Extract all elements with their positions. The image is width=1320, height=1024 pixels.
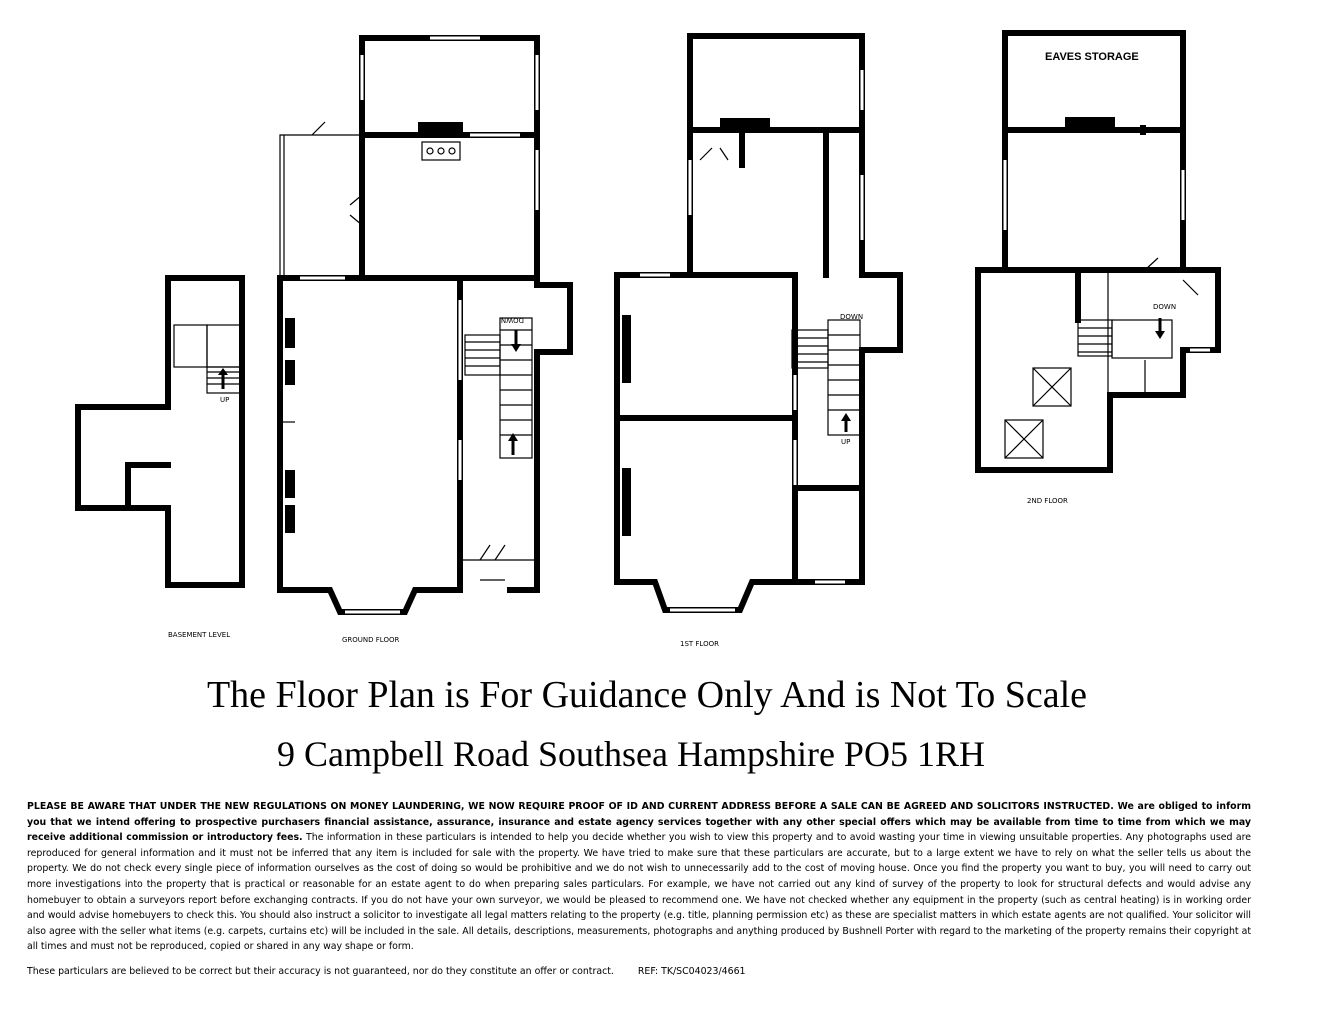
first-floor-label: 1ST FLOOR — [680, 640, 719, 648]
disclaimer-text — [27, 799, 1251, 955]
first-floor-plan — [617, 36, 900, 610]
ground-floor-label: GROUND FLOOR — [342, 636, 400, 644]
disclaimer-bold-text: PLEASE BE AWARE THAT UNDER THE NEW REGULATIONS ON MONEY LAUNDERING, WE NOW REQUIRE PROOF OF ID AND CURRENT ADDRESS BEFORE A SALE CAN BE AGREED AND SOLICITORS INSTRUCTED. We are obliged to inform you that we intend offering to prospective purchasers financial assistance, assurance, insurance and estate agency services together with any other special offers which may be available from time to time from which we may receive additional commission or introductory fees. — [27, 801, 1251, 844]
basement-plan — [78, 278, 242, 585]
disclaimer-body-text: The information in these particulars is intended to help you decide whether you wish to view this property and to avoid wasting your time in viewing unsuitable properties. Any photographs used are reproduced for general information and it must not be inferred that any item is included for sale with the property. We have tried to make sure that these particulars are accurate, but to a large extent we have to rely on what the seller tells us about the property. We do not check every single piece of information ourselves as the cost of doing so would be prohibitive and we do not wish to unnecessarily add to the cost of moving house. Once you find the property you want to buy, you will need to carry out more investigations into the property that is practical or reasonable for an estate agent to do when preparing sales particulars. For example, we have not carried out any kind of survey of the property to look for structural defects and would advise any homebuyer to obtain a surveyors report before exchanging contracts. If you do not have your own surveyor, we would be pleased to recommend one. We have not checked whether any equipment in the property (such as central heating) is in working order and would advise homebuyers to check this. You should also instruct a solicitor to investigate all legal matters relating to the property (e.g. title, planning permission etc) as these are specialist matters in which estate agents are not qualified. Your solicitor will also agree with the seller what items (e.g. carpets, curtains etc) will be included in the sale. All details, descriptions, measurements, photographs and anything produced by Bushnell Porter with regard to the marketing of the property remains their copyright at all times and must not be reproduced, copied or shared in any way shape or form. — [27, 832, 1251, 953]
reference-number: REF: TK/SC04023/4661 — [637, 966, 746, 977]
first-floor-down-label: DOWN — [840, 313, 864, 321]
footer-note: These particulars are believed to be correct but their accuracy is not guaranteed, nor do they constitute an offer or contract. — [27, 966, 614, 977]
basement-level-label: BASEMENT LEVEL — [168, 631, 231, 639]
second-floor-down-label: DOWN — [1153, 303, 1177, 311]
second-floor-label: 2ND FLOOR — [1027, 497, 1068, 505]
eaves-storage-label: EAVES STORAGE — [1045, 51, 1139, 63]
second-floor-plan — [978, 33, 1218, 470]
footer — [27, 966, 1027, 977]
guidance-title: The Floor Plan is For Guidance Only And is Not To Scale — [206, 674, 1088, 716]
property-address: 9 Campbell Road Southsea Hampshire PO5 1RH — [277, 734, 985, 774]
first-floor-up-label: UP — [841, 438, 851, 446]
ground-floor-plan — [280, 38, 570, 612]
basement-up-label: UP — [220, 396, 230, 404]
ground-down-label: DOWN — [500, 316, 524, 324]
